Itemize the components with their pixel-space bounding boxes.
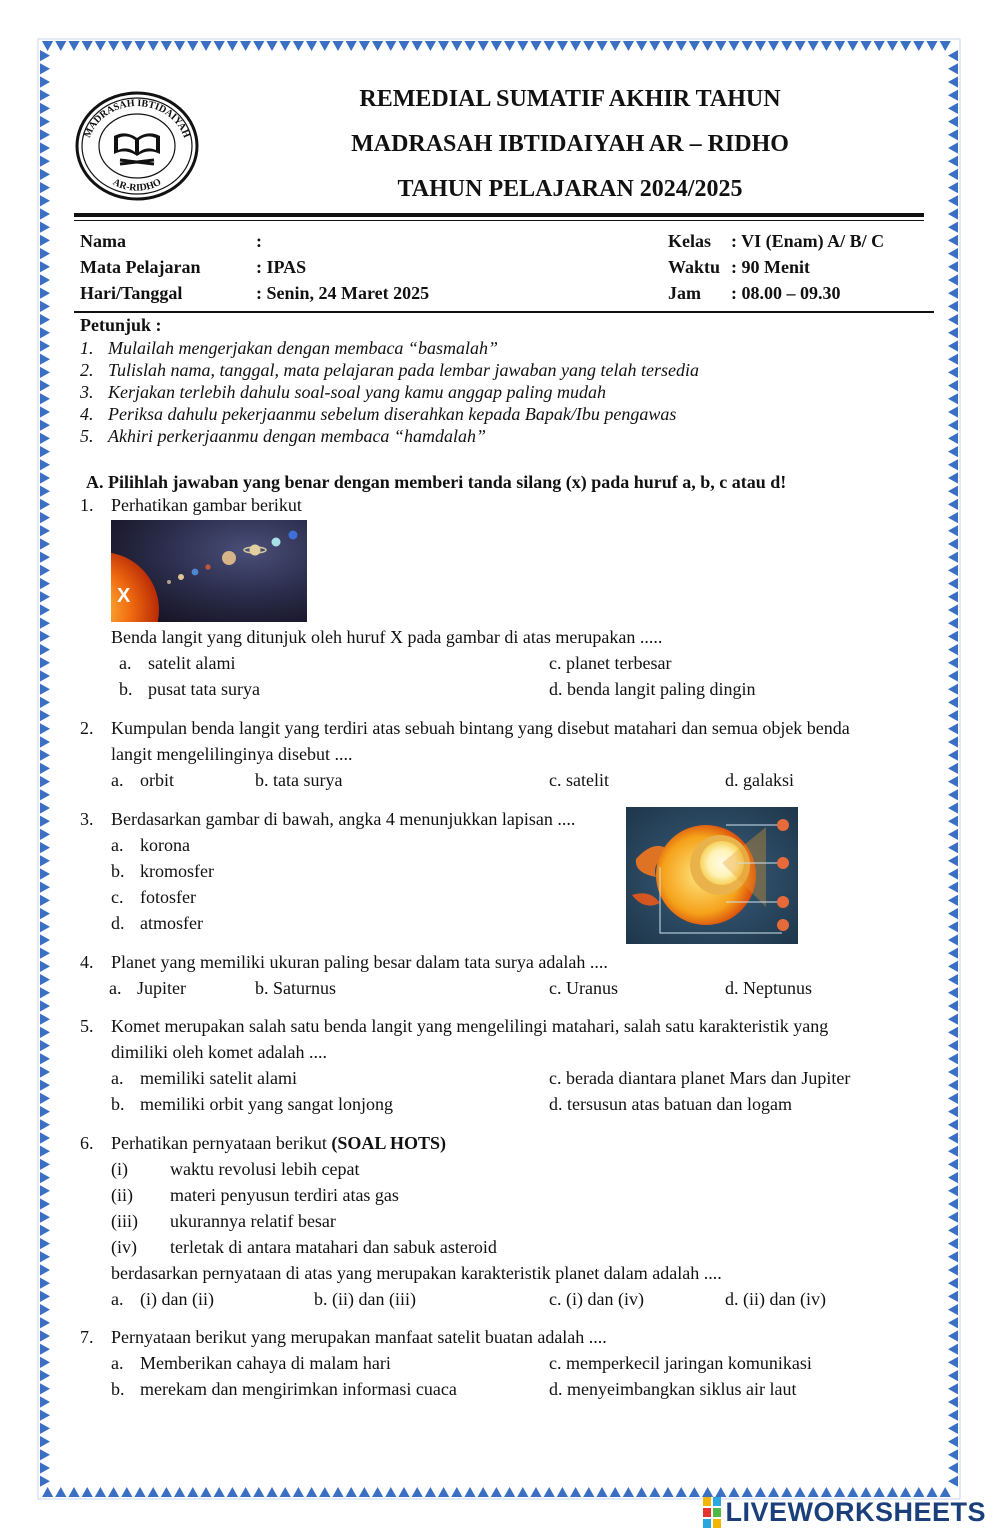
q5-line2: dimiliki oleh komet adalah .... <box>111 1042 327 1062</box>
q7-number: 7. <box>80 1327 94 1347</box>
instructions-heading: Petunjuk : <box>80 315 162 335</box>
instruction-item: Akhiri perkerjaanmu dengan membaca “hamdalah” <box>108 426 486 446</box>
image-label-x: X <box>117 585 131 607</box>
hari-label: Hari/Tanggal <box>80 283 183 303</box>
q3-b-label[interactable]: b. <box>111 861 125 881</box>
q5-b-label[interactable]: b. <box>111 1094 125 1114</box>
q7-option-c[interactable]: c. memperkecil jaringan komunikasi <box>549 1353 812 1373</box>
q5-number: 5. <box>80 1016 94 1036</box>
q4-option-b[interactable]: b. Saturnus <box>255 978 336 998</box>
instruction-number: 5. <box>80 426 94 446</box>
q6-statement: terletak di antara matahari dan sabuk asteroid <box>170 1237 497 1257</box>
q6-option-d[interactable]: d. (ii) dan (iv) <box>725 1289 826 1309</box>
q5-option-d[interactable]: d. tersusun atas batuan dan logam <box>549 1094 792 1114</box>
instruction-number: 3. <box>80 382 94 402</box>
q2-option-a[interactable]: orbit <box>140 770 174 790</box>
q3-option-b[interactable]: kromosfer <box>140 861 214 881</box>
q2-option-c[interactable]: c. satelit <box>549 770 609 790</box>
q5-option-a[interactable]: memiliki satelit alami <box>140 1068 297 1088</box>
q1-intro: Perhatikan gambar berikut <box>111 495 302 515</box>
q6-option-a[interactable]: (i) dan (ii) <box>140 1289 214 1309</box>
q2-number: 2. <box>80 718 94 738</box>
q7-a-label[interactable]: a. <box>111 1353 124 1373</box>
q3-d-label[interactable]: d. <box>111 913 125 933</box>
q4-option-a[interactable]: Jupiter <box>137 978 186 998</box>
q1-b-label[interactable]: b. <box>119 679 133 699</box>
q3-c-label[interactable]: c. <box>111 887 124 907</box>
instruction-item: Tulislah nama, tanggal, mata pelajaran pada lembar jawaban yang telah tersedia <box>108 360 699 380</box>
title-line-1: REMEDIAL SUMATIF AKHIR TAHUN <box>359 86 781 112</box>
instruction-item: Kerjakan terlebih dahulu soal-soal yang kamu anggap paling mudah <box>108 382 606 402</box>
q3-number: 3. <box>80 809 94 829</box>
q6-number: 6. <box>80 1133 94 1153</box>
liveworksheets-logo-icon <box>703 1497 721 1528</box>
q5-option-c[interactable]: c. berada diantara planet Mars dan Jupiter <box>549 1068 851 1088</box>
q6-option-b[interactable]: b. (ii) dan (iii) <box>314 1289 416 1309</box>
q5-a-label[interactable]: a. <box>111 1068 124 1088</box>
q4-option-c[interactable]: c. Uranus <box>549 978 618 998</box>
kelas-value: : VI (Enam) A/ B/ C <box>731 231 885 251</box>
q2-line1: Kumpulan benda langit yang terdiri atas sebuah bintang yang disebut matahari dan semua objek benda <box>111 718 850 738</box>
q3-text: Berdasarkan gambar di bawah, angka 4 menunjukkan lapisan .... <box>111 809 576 829</box>
nama-label: Nama <box>80 231 126 251</box>
q4-option-d[interactable]: d. Neptunus <box>725 978 812 998</box>
q2-option-b[interactable]: b. tata surya <box>255 770 343 790</box>
instruction-number: 4. <box>80 404 94 424</box>
q3-a-label[interactable]: a. <box>111 835 124 855</box>
q7-option-a[interactable]: Memberikan cahaya di malam hari <box>140 1353 391 1373</box>
q3-option-c[interactable]: fotosfer <box>140 887 196 907</box>
q2-a-label[interactable]: a. <box>111 770 124 790</box>
instruction-item: Mulailah mengerjakan dengan membaca “basmalah” <box>108 338 498 358</box>
q7-option-b[interactable]: merekam dan mengirimkan informasi cuaca <box>140 1379 457 1399</box>
title-line-2: MADRASAH IBTIDAIYAH AR – RIDHO <box>351 131 789 157</box>
q7-option-d[interactable]: d. menyeimbangkan siklus air laut <box>549 1379 797 1399</box>
section-a-heading: A. Pilihlah jawaban yang benar dengan memberi tanda silang (x) pada huruf a, b, c atau d! <box>86 472 787 492</box>
q6-statement-number: (i) <box>111 1159 128 1179</box>
q7-b-label[interactable]: b. <box>111 1379 125 1399</box>
liveworksheets-text: LIVEWORKSHEETS <box>725 1497 986 1527</box>
q5-line1: Komet merupakan salah satu benda langit yang mengelilingi matahari, salah satu karakteristik yang <box>111 1016 829 1036</box>
q6-statement-number: (iii) <box>111 1211 138 1231</box>
q6-statement-number: (ii) <box>111 1185 133 1205</box>
q3-option-d[interactable]: atmosfer <box>140 913 203 933</box>
mapel-label: Mata Pelajaran <box>80 257 201 277</box>
q1-text: Benda langit yang ditunjuk oleh huruf X pada gambar di atas merupakan ..... <box>111 627 663 647</box>
logo-text-bottom: AR-RIDHO <box>110 176 164 194</box>
q1-option-c[interactable]: c. planet terbesar <box>549 653 672 673</box>
q6-text <box>111 1133 446 1154</box>
q6-question: berdasarkan pernyataan di atas yang merupakan karakteristik planet dalam adalah .... <box>111 1263 722 1283</box>
sun-layers-image <box>626 807 798 944</box>
header-rule-thin <box>74 220 924 221</box>
instruction-number: 1. <box>80 338 94 358</box>
logo-text-top: MADRASAH IBTIDAIYAH <box>82 97 192 140</box>
q6-statement: waktu revolusi lebih cepat <box>170 1159 360 1179</box>
mapel-value: : IPAS <box>256 257 307 277</box>
liveworksheets-watermark[interactable] <box>703 1497 986 1528</box>
q1-option-d[interactable]: d. benda langit paling dingin <box>549 679 756 699</box>
q6-statement: ukurannya relatif besar <box>170 1211 336 1231</box>
identity-rule <box>74 311 934 313</box>
nama-field[interactable]: : <box>256 231 262 251</box>
q6-statement-number: (iv) <box>111 1237 137 1257</box>
q2-option-d[interactable]: d. galaksi <box>725 770 794 790</box>
kelas-label: Kelas <box>668 231 711 251</box>
book-icon <box>114 133 160 164</box>
q1-number: 1. <box>80 495 94 515</box>
q4-text: Planet yang memiliki ukuran paling besar dalam tata surya adalah .... <box>111 952 608 972</box>
q1-option-b[interactable]: pusat tata surya <box>148 679 260 699</box>
q6-a-label[interactable]: a. <box>111 1289 124 1309</box>
waktu-label: Waktu <box>668 257 721 277</box>
q6-statement: materi penyusun terdiri atas gas <box>170 1185 399 1205</box>
header-rule-thick <box>74 213 924 217</box>
jam-value: : 08.00 – 09.30 <box>731 283 841 303</box>
school-logo <box>74 90 200 202</box>
q3-option-a[interactable]: korona <box>140 835 190 855</box>
q4-number: 4. <box>80 952 94 972</box>
q6-text-main: Perhatikan pernyataan berikut <box>111 1133 332 1153</box>
waktu-value: : 90 Menit <box>731 257 810 277</box>
q1-option-a[interactable]: satelit alami <box>148 653 236 673</box>
q1-a-label[interactable]: a. <box>119 653 132 673</box>
q4-a-label[interactable]: a. <box>109 978 122 998</box>
title-line-3: TAHUN PELAJARAN 2024/2025 <box>397 176 743 202</box>
instruction-number: 2. <box>80 360 94 380</box>
instruction-item: Periksa dahulu pekerjaanmu sebelum diserahkan kepada Bapak/Ibu pengawas <box>108 404 677 424</box>
q7-text: Pernyataan berikut yang merupakan manfaat satelit buatan adalah .... <box>111 1327 607 1347</box>
q2-line2: langit mengelilinginya disebut .... <box>111 744 353 764</box>
q6-option-c[interactable]: c. (i) dan (iv) <box>549 1289 644 1309</box>
jam-label: Jam <box>668 283 701 303</box>
hari-value: : Senin, 24 Maret 2025 <box>256 283 430 303</box>
q5-option-b[interactable]: memiliki orbit yang sangat lonjong <box>140 1094 393 1114</box>
solar-system-image <box>111 520 307 622</box>
q6-hots-tag: (SOAL HOTS) <box>331 1133 446 1153</box>
